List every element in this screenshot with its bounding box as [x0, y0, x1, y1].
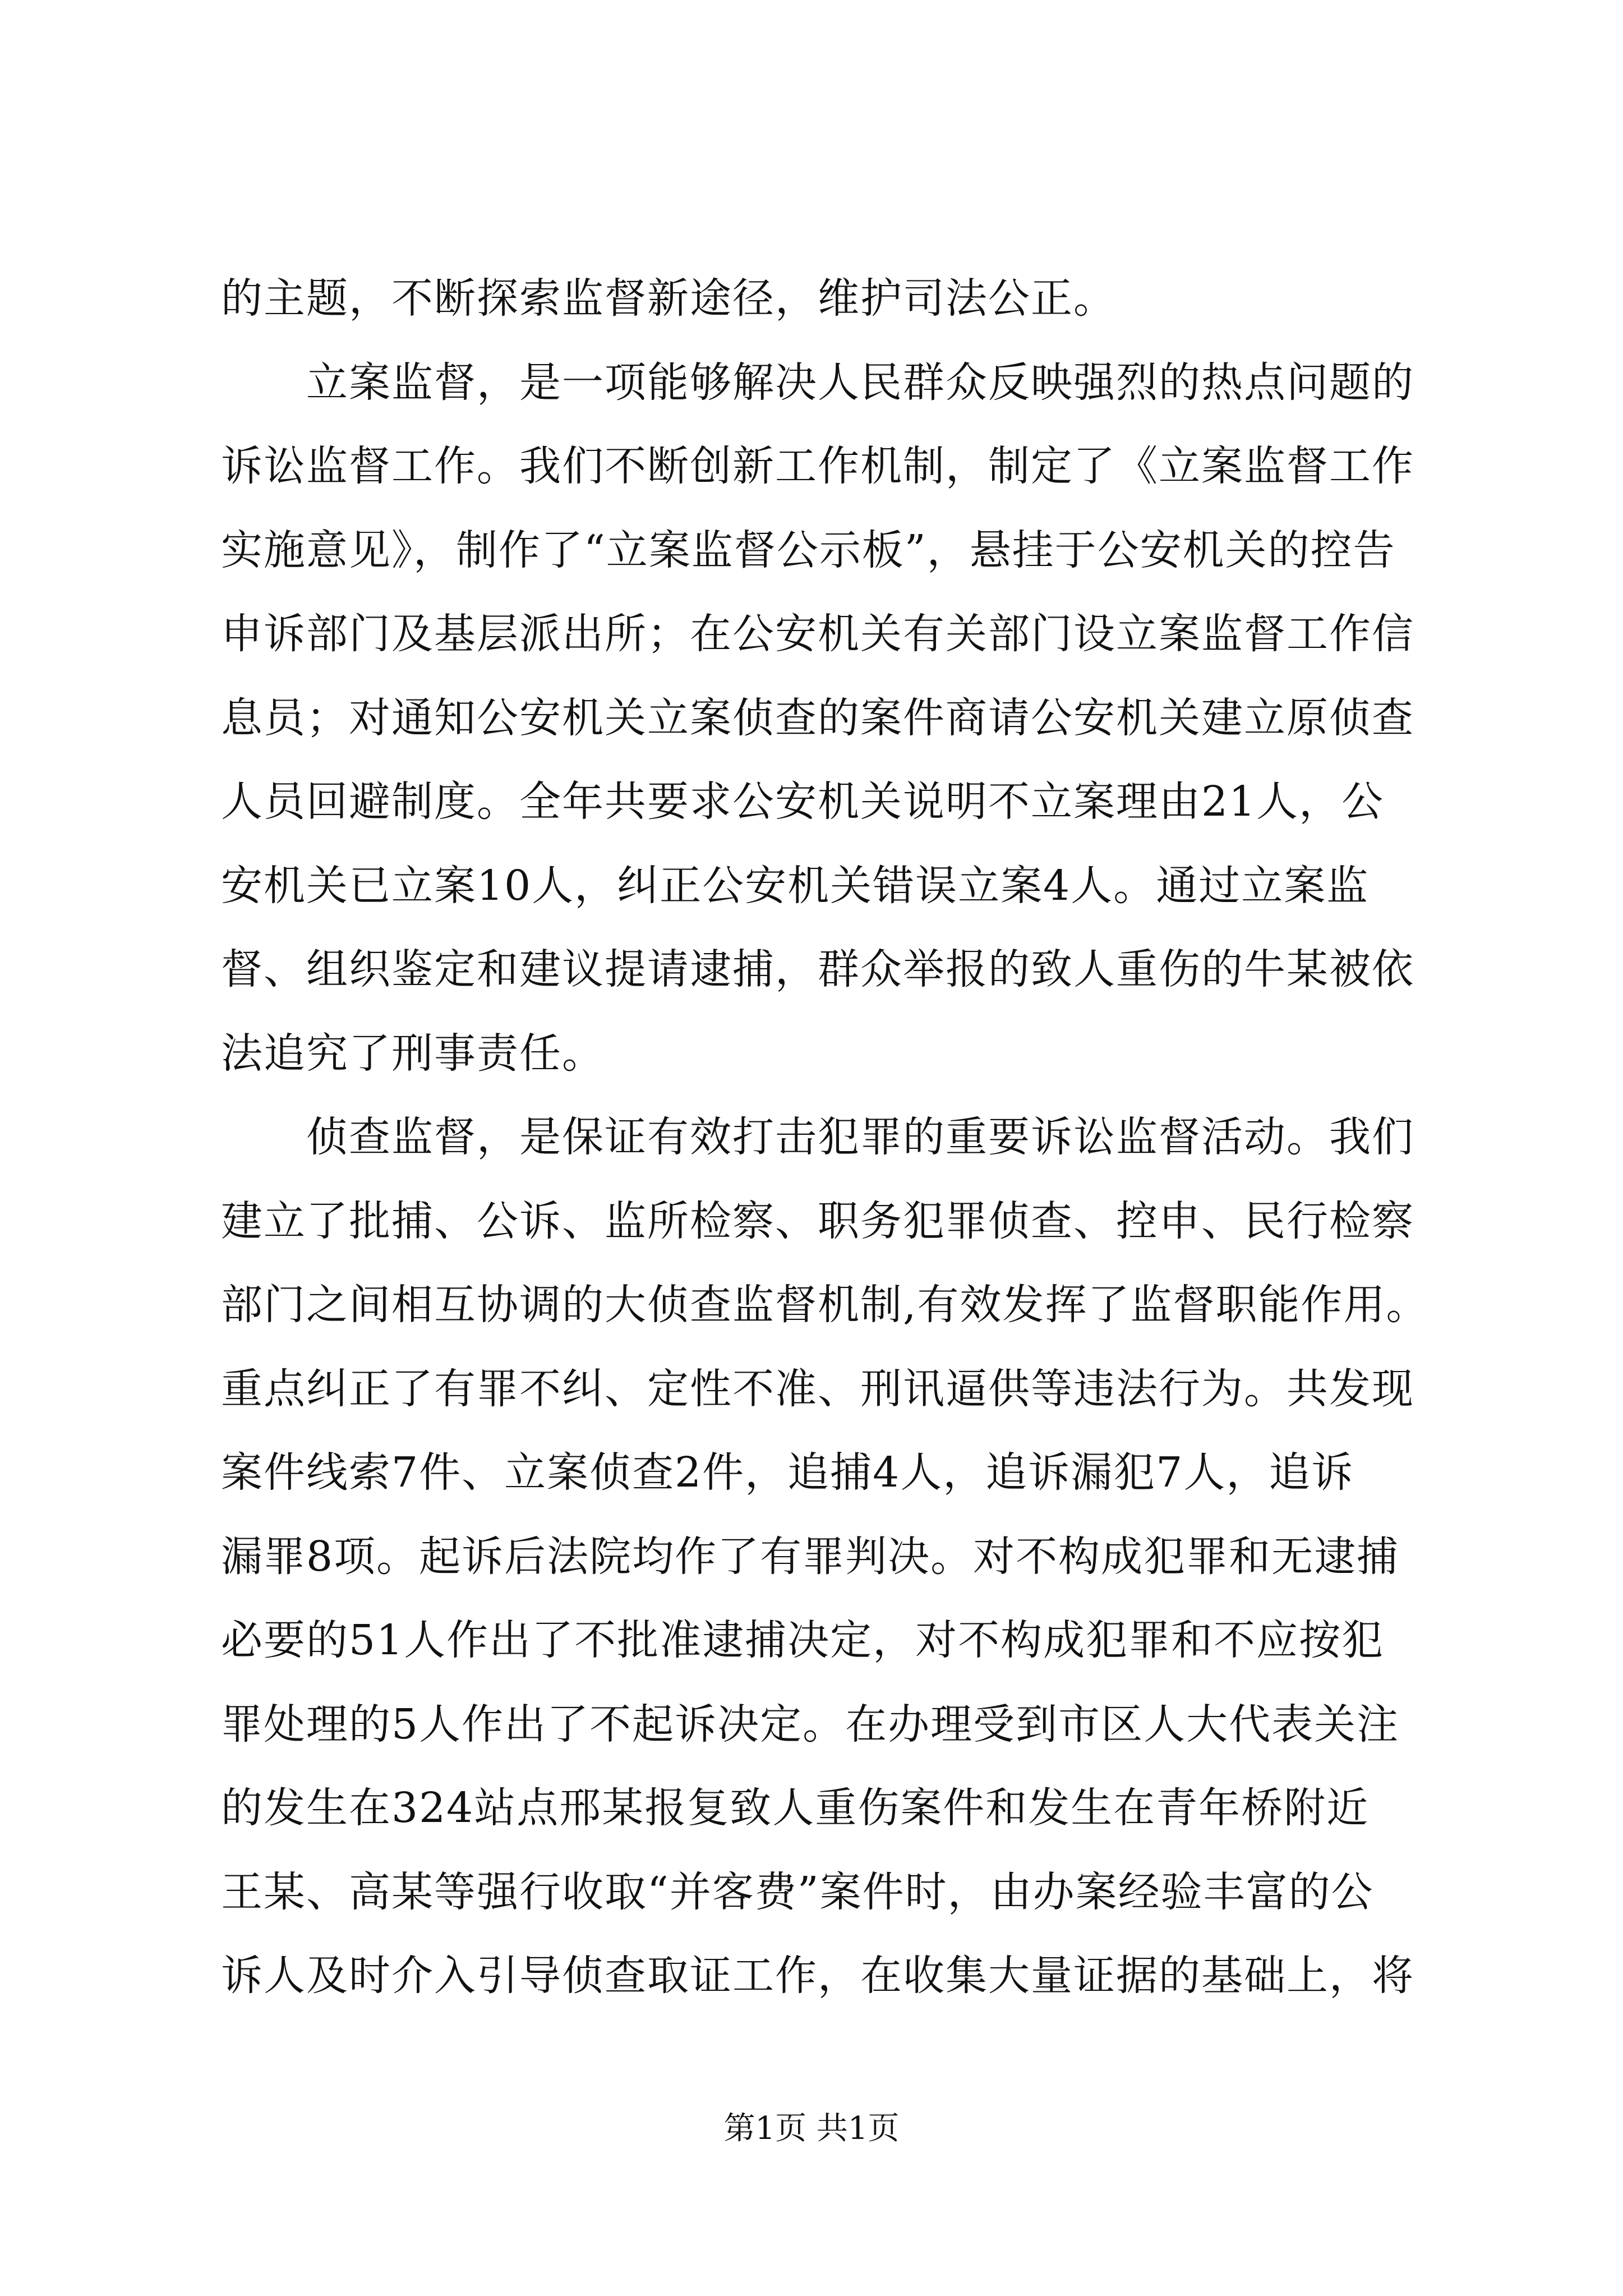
text-line: 人员回避制度。全年共要求公安机关说明不立案理由21人，公 — [221, 777, 1385, 826]
text-line: 申诉部门及基层派出所；在公安机关有关部门设立案监督工作信 — [221, 610, 1414, 658]
text-line: 督、组织鉴定和建议提请逮捕，群众举报的致人重伤的牛某被依 — [221, 945, 1414, 993]
text-line: 安机关已立案10人，纠正公安机关错误立案4人。通过立案监 — [221, 861, 1370, 910]
text-line: 王某、高某等强行收取“并客费”案件时，由办案经验丰富的公 — [221, 1867, 1374, 1916]
text-line: 的主题，不断探索监督新途径，维护司法公正。 — [221, 274, 1116, 323]
paragraph-start-line: 侦查监督，是保证有效打击犯罪的重要诉讼监督活动。我们 — [306, 1113, 1414, 1161]
text-line: 建立了批捕、公诉、监所检察、职务犯罪侦查、控申、民行检察 — [221, 1197, 1414, 1245]
text-line: 法追究了刑事责任。 — [221, 1029, 605, 1078]
page-number-label: 第1页 共1页 — [723, 2110, 900, 2147]
text-line: 罪处理的5人作出了不起诉决定。在办理受到市区人大代表关注 — [221, 1700, 1400, 1749]
text-line: 重点纠正了有罪不纠、定性不准、刑讯逼供等违法行为。共发现 — [221, 1364, 1414, 1413]
text-line: 必要的51人作出了不批准逮捕决定，对不构成犯罪和不应按犯 — [221, 1616, 1385, 1664]
text-line: 漏罪8项。起诉后法院均作了有罪判决。对不构成犯罪和无逮捕 — [221, 1532, 1400, 1581]
text-line: 的发生在324站点邢某报复致人重伤案件和发生在青年桥附近 — [221, 1784, 1370, 1832]
text-line: 实施意见》，制作了“立案监督公示板”，悬挂于公安机关的控告 — [221, 526, 1396, 574]
text-line: 部门之间相互协调的大侦查监督机制,有效发挥了监督职能作用。 — [221, 1281, 1429, 1329]
body-text — [221, 257, 1427, 2018]
text-line: 诉人及时介入引导侦查取证工作，在收集大量证据的基础上，将 — [221, 1952, 1414, 2000]
paragraph-start-line: 立案监督，是一项能够解决人民群众反映强烈的热点问题的 — [306, 358, 1414, 407]
text-line: 案件线索7件、立案侦查2件，追捕4人，追诉漏犯7人，追诉 — [221, 1448, 1354, 1497]
text-line: 息员；对通知公安机关立案侦查的案件商请公安机关建立原侦查 — [221, 693, 1414, 742]
text-line: 诉讼监督工作。我们不断创新工作机制，制定了《立案监督工作 — [221, 442, 1414, 490]
page-footer — [0, 2109, 1623, 2148]
